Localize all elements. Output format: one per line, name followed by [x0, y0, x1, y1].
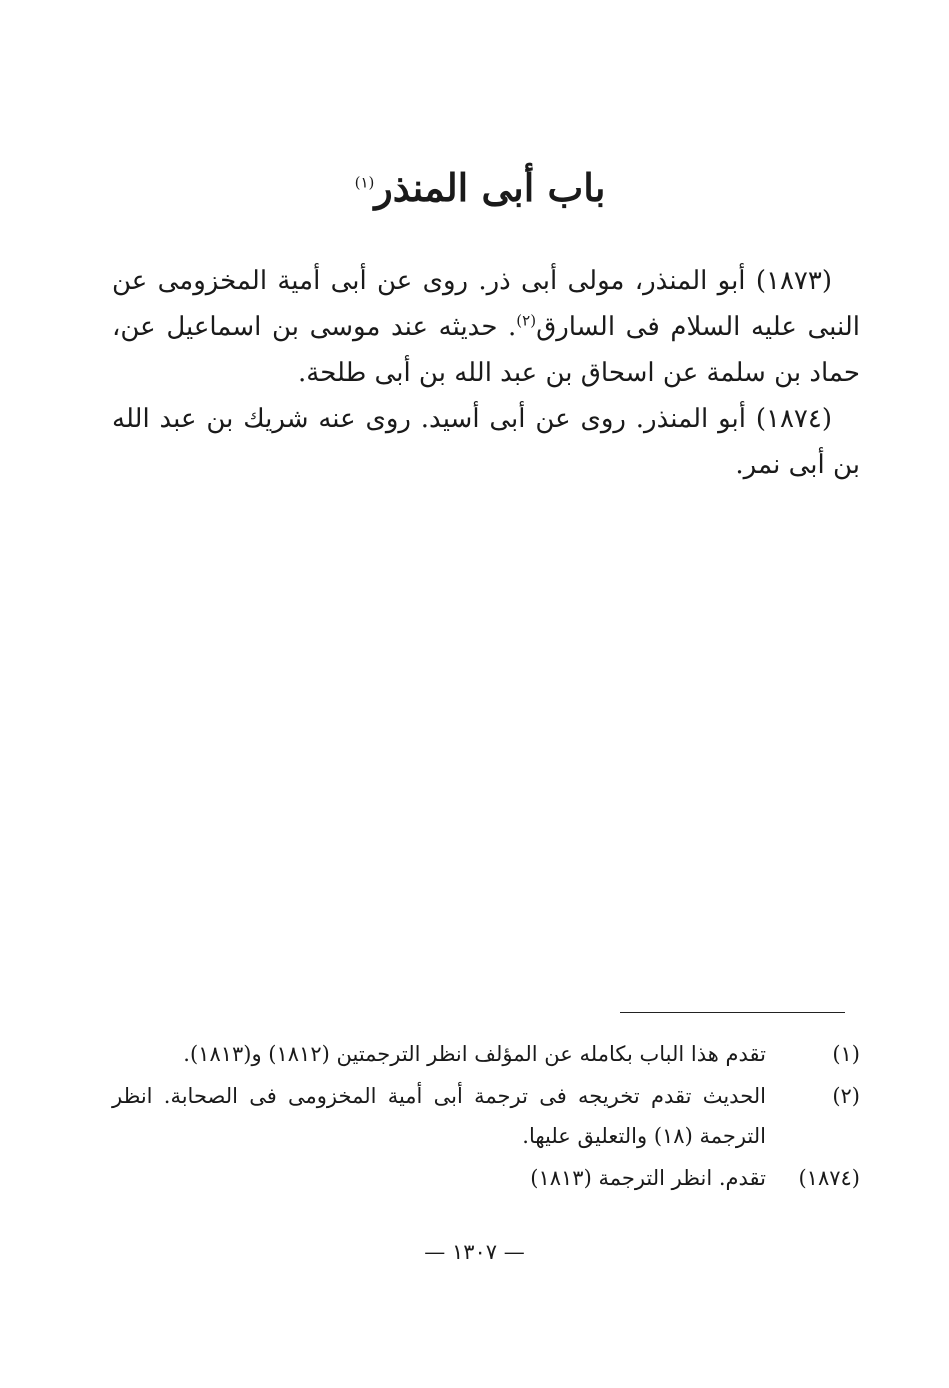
page-number: — ١٣٠٧ — [424, 1240, 525, 1264]
footnote-marker: (١) [832, 1042, 860, 1066]
entry-1874 [112, 396, 860, 488]
footnote-2 [112, 1076, 860, 1156]
footnote-text: تقدم. انظر الترجمة (١٨١٣) [530, 1166, 766, 1190]
chapter-title [100, 158, 860, 218]
footnote-1 [112, 1034, 860, 1074]
footnote-text: الحديث تقدم تخريجه فى ترجمة أبى أمية المخزومى فى الصحابة. انظر الترجمة (١٨) والتعليق عليها. [112, 1084, 766, 1148]
entries-section [112, 258, 860, 488]
footnotes-section [112, 1034, 860, 1200]
entry-1873-text-before: (١٨٧٣) أبو المنذر، مولى أبى ذر. روى عن أبى أمية المخزومى عن النبى عليه السلام فى السارق [112, 266, 860, 342]
chapter-title-text: باب أبى المنذر [374, 165, 606, 210]
footnote-marker: (٢) [832, 1084, 860, 1108]
footnote-text: تقدم هذا الباب بكامله عن المؤلف انظر الترجمتين (١٨١٢) و(١٨١٣). [183, 1042, 766, 1066]
footnote-divider [620, 1012, 845, 1013]
chapter-footnote-ref: (١) [354, 173, 375, 192]
entry-1874-text: (١٨٧٤) أبو المنذر. روى عن أبى أسيد. روى عنه شريك بن عبد الله بن أبى نمر. [112, 404, 860, 480]
entry-1873-text-after: . حديثه عند موسى بن اسماعيل عن، حماد بن سلمة عن اسحاق بن عبد الله بن أبى طلحة. [112, 312, 860, 388]
entry-1873-footnote-ref: (٢) [516, 311, 537, 330]
entry-1873 [112, 258, 860, 396]
footnote-1874 [112, 1158, 860, 1198]
footnote-marker: (١٨٧٤) [798, 1166, 860, 1190]
